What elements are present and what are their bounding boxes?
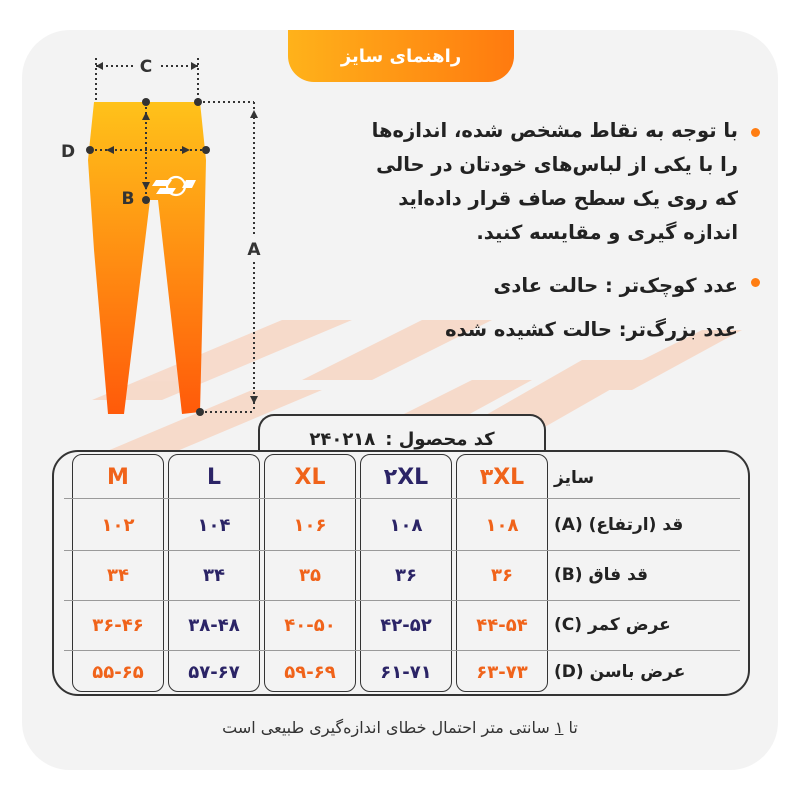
bullet-icon	[751, 278, 760, 287]
table-cell: ۵۵-۶۵	[92, 661, 144, 683]
table-cell: ۶۱-۷۱	[380, 661, 432, 683]
measurement-error-note	[22, 718, 778, 737]
footnote-number: ۱	[554, 718, 564, 737]
table-cell: ۱۰۶	[293, 514, 327, 536]
footnote-suffix: سانتی متر احتمال خطای اندازه‌گیری طبیعی است	[222, 718, 550, 737]
page-title: راهنمای سایز	[288, 30, 514, 82]
table-cell: ۱۰۸	[389, 514, 423, 536]
table-cell: ۳۶	[491, 564, 513, 586]
table-cell: ۳۶-۴۶	[92, 614, 144, 636]
row-divider	[64, 550, 740, 551]
size-table	[52, 450, 750, 696]
product-code-value: ۲۴۰۲۱۸	[309, 428, 376, 450]
table-cell: ۱۰۸	[485, 514, 519, 536]
table-cell: ۵۷-۶۷	[188, 661, 240, 683]
paragraph-line-4: اندازه گیری و مقایسه کنید.	[476, 221, 738, 244]
row-divider	[64, 498, 740, 499]
table-cell: ۳۴	[203, 564, 225, 586]
footnote-prefix: تا	[568, 718, 578, 737]
row-label-waist: عرض کمر (C)	[554, 615, 671, 635]
table-cell: ۱۰۲	[101, 514, 135, 536]
product-code-label: کد محصول :	[385, 428, 495, 450]
bullet-icon	[751, 128, 760, 137]
table-cell: ۱۰۴	[197, 514, 231, 536]
column-header-m: M	[107, 464, 129, 490]
table-cell: ۶۳-۷۳	[476, 661, 528, 683]
column-header-xl: XL	[294, 464, 326, 490]
instructions	[300, 114, 760, 352]
paragraph-line-2: را با یکی از لباس‌های خودتان در حالی	[376, 153, 738, 176]
instruction-paragraph	[300, 114, 760, 250]
number-notes	[300, 264, 760, 352]
label-c: C	[139, 57, 153, 77]
table-cell: ۳۸-۴۸	[188, 614, 240, 636]
table-cell: ۴۲-۵۲	[380, 614, 432, 636]
row-label-hip: عرض باسن (D)	[554, 662, 686, 682]
pants-diagram	[50, 50, 280, 430]
table-header-label: سایز	[554, 468, 595, 488]
table-cell: ۳۵	[299, 564, 321, 586]
column-header-l: L	[206, 464, 222, 490]
label-a: A	[247, 240, 261, 260]
column-header-2xl: ۲XL	[383, 464, 429, 490]
label-d: D	[60, 142, 76, 162]
table-cell: ۳۴	[107, 564, 129, 586]
measure-c	[96, 54, 198, 100]
row-label-rise: قد فاق (B)	[554, 565, 649, 585]
large-number-note: عدد بزرگ‌تر: حالت کشیده شده	[445, 318, 738, 341]
row-divider	[64, 650, 740, 651]
table-cell: ۴۰-۵۰	[284, 614, 336, 636]
column-header-3xl: ۳XL	[479, 464, 525, 490]
paragraph-line-3: که روی یک سطح صاف قرار داده‌اید	[398, 187, 738, 210]
table-cell: ۴۴-۵۴	[476, 614, 528, 636]
table-cell: ۳۶	[395, 564, 417, 586]
table-cell: ۵۹-۶۹	[284, 661, 336, 683]
row-divider	[64, 600, 740, 601]
row-label-height: قد (ارتفاع) (A)	[554, 515, 684, 535]
paragraph-line-1: با توجه به نقاط مشخص شده، اندازه‌ها	[371, 119, 738, 142]
label-b: B	[121, 189, 135, 209]
small-number-note: عدد کوچک‌تر : حالت عادی	[493, 274, 738, 297]
